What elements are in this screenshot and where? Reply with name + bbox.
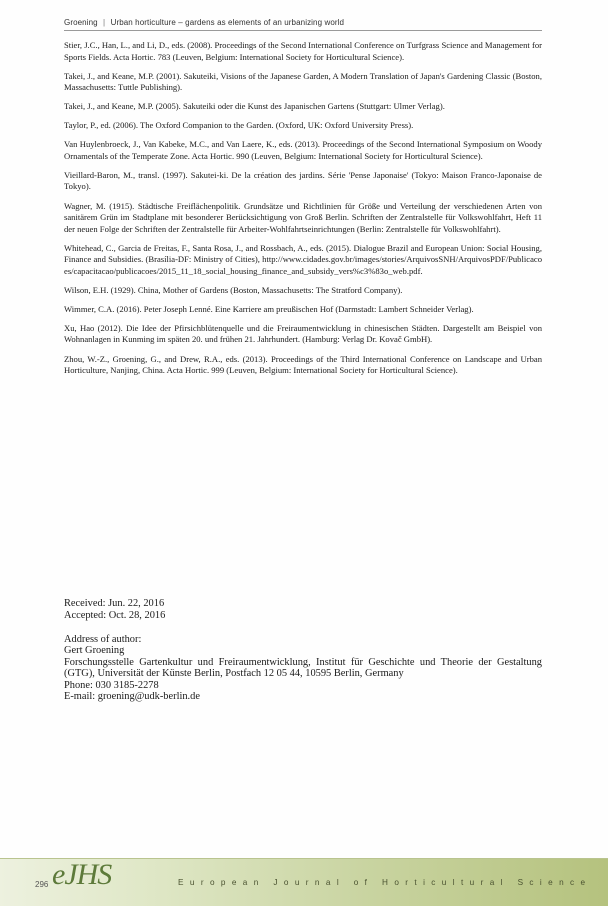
running-head-separator: | [103, 18, 106, 27]
running-head [64, 18, 344, 27]
reference-text: Van Huylenbroeck, J., Van Kabeke, M.C., and Van Laere, K., eds. (2013). Proceedings of the Second International Symposium on Woody Ornamentals of the Temperate Zone. Acta Hortic. 990 (Leuven, Belgium: International Society for Horticultural Science). [64, 139, 542, 161]
author-name: Gert Groening [64, 645, 125, 657]
reference-item [64, 304, 542, 316]
reference-item [64, 40, 542, 63]
reference-text: Wimmer, C.A. (2016). Peter Joseph Lenné. Eine Karriere am preußischen Hof (Darmstadt: Lambert Schneider Verlag). [64, 303, 474, 314]
journal-logo: eJHS [52, 858, 112, 891]
reference-text: Xu, Hao (2012). Die Idee der Pfirsichblütenquelle und die Freiraumentwicklung in chinesischen Städten. Dargestellt am Beispiel von Wohnanlagen in Kunming im späten 20. und frühen 21. Jahrhundert. (Hamburg: Verlag Dr. Kovač GmbH). [64, 322, 542, 345]
reference-item [64, 120, 542, 132]
running-head-title: Urban horticulture – gardens as elements of an urbanizing world [110, 18, 345, 27]
address-heading: Address of author: [64, 634, 142, 645]
reference-text: Wilson, E.H. (1929). China, Mother of Gardens (Boston, Massachusetts: The Stratford Company). [64, 284, 403, 295]
author-phone: Phone: 030 3185-2278 [64, 679, 159, 691]
author-email[interactable]: E-mail: groening@udk-berlin.de [64, 691, 200, 703]
running-head-series: Groening [64, 18, 98, 27]
reference-text: Takei, J., and Keane, M.P. (2005). Sakuteiki oder die Kunst des Japanischen Gartens (Stuttgart: Ulmer Verlag). [64, 101, 445, 112]
reference-list [64, 40, 542, 384]
article-dates [64, 598, 165, 622]
reference-text: Taylor, P., ed. (2006). The Oxford Companion to the Garden. (Oxford, UK: Oxford University Press). [64, 120, 414, 131]
reference-item [64, 243, 542, 278]
reference-item [64, 323, 542, 346]
reference-item [64, 71, 542, 94]
reference-text: Wagner, M. (1915). Städtische Freiflächenpolitik. Grundsätze und Richtlinien für Größe und Verteilung der verschiedenen Arten von sanitärem Grün im Stadtplane mit besonderer Berücksichtigung von Groß Berlin. Schriften der Zentralstelle für Volkswohlfahrt, Heft 11 der neuen Folge der Schriften der Zentralstelle für Arbeiter-Wohlfahrtseinrichtungen (Berlin: Zentralstelle für Volkswohlfahrt). [64, 200, 542, 234]
reference-text: Vieillard-Baron, M., transl. (1997). Sakutei-ki. De la création des jardins. Série 'Pense Japonaise' (Tokyo: Maison Franco-Japonaise de Tokyo). [64, 169, 542, 192]
author-address [64, 634, 542, 702]
reference-text: Whitehead, C., Garcia de Freitas, F., Santa Rosa, J., and Rossbach, A., eds. (2015). Dialogue Brazil and European Union: Social Housing, Finance and Subsidies. (Brasília-DF: Ministry of Cities), http://www.cidades.gov.br/images/stories/ArquivosSNH/ArquivosPDF/Publicacoes/capacitacao/publicacoes/2015_11_18_social_housing_finance_and_subsidy_vers%c3%83o_web.pdf. [64, 242, 542, 276]
reference-item [64, 139, 542, 162]
reference-item [64, 101, 542, 113]
reference-item [64, 285, 542, 297]
reference-text: Zhou, W.-Z., Groening, G., and Drew, R.A., eds. (2013). Proceedings of the Third International Conference on Landscape and Urban Horticulture, Nanjing, China. Acta Hortic. 999 (Leuven, Belgium: International Society for Horticultural Science). [64, 353, 542, 376]
reference-item [64, 354, 542, 377]
reference-text: Stier, J.C., Han, L., and Li, D., eds. (2008). Proceedings of the Second International Conference on Turfgrass Science and Management for Sports Fields. Acta Hortic. 783 (Leuven, Belgium: International Society for Horticultural Science). [64, 40, 542, 62]
journal-name: European Journal of Horticultural Science [178, 878, 592, 887]
reference-item [64, 170, 542, 193]
header-rule [64, 30, 542, 31]
reference-text: Takei, J., and Keane, M.P. (2001). Sakuteiki, Visions of the Japanese Garden, A Modern Translation of Japan's Gardening Classic (Boston, Massachusetts: Tuttle Publishing). [64, 70, 542, 93]
page-number: 296 [35, 880, 49, 889]
reference-item [64, 201, 542, 236]
received-date: Received: Jun. 22, 2016 [64, 598, 165, 609]
accepted-date: Accepted: Oct. 28, 2016 [64, 609, 166, 621]
author-institution: Forschungsstelle Gartenkultur und Freiraumentwicklung, Institut für Geschichte und Theorie der Gestaltung (GTG), Universität der Künste Berlin, Postfach 12 05 44, 10595 Berlin, Germany [64, 656, 542, 680]
